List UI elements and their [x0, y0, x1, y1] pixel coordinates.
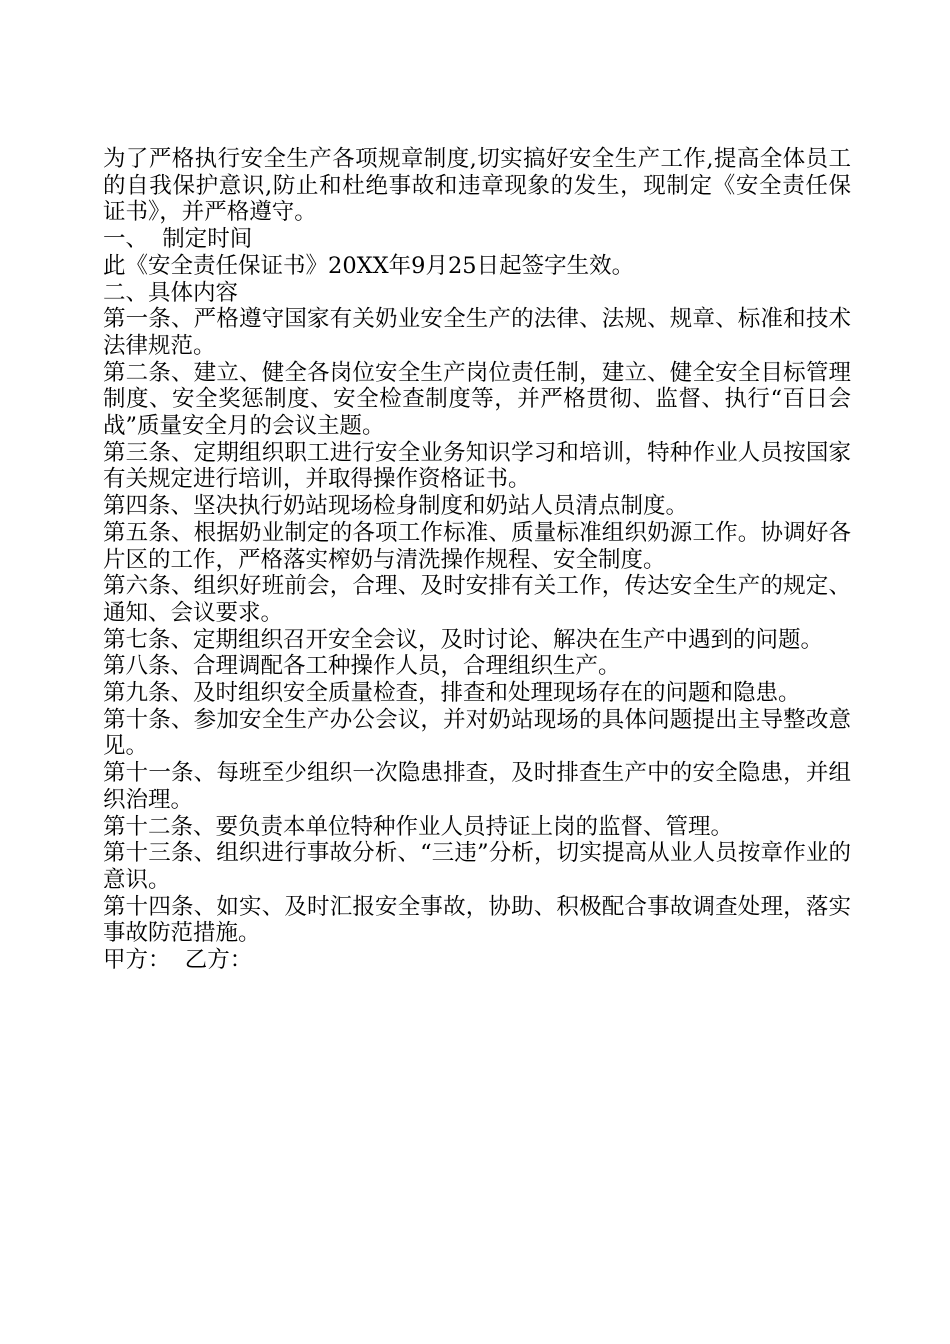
article-6: 第六条、组织好班前会，合理、及时安排有关工作，传达安全生产的规定、通知、会议要求。: [103, 573, 851, 626]
article-14: 第十四条、如实、及时汇报安全事故，协助、积极配合事故调查处理，落实事故防范措施。: [103, 893, 851, 947]
article-8: 第八条、合理调配各工种操作人员，合理组织生产。: [103, 653, 621, 680]
article-12: 第十二条、要负责本单位特种作业人员持证上岗的监督、管理。: [103, 813, 734, 840]
article-10: 第十条、参加安全生产办公会议，并对奶站现场的具体问题提出主导整改意见。: [103, 706, 851, 760]
intro-paragraph: 为了严格执行安全生产各项规章制度,切实搞好安全生产工作,提高全体员工的自我保护意识,防止和杜绝事故和违章现象的发生，现制定《安全责任保证书》，并严格遵守。: [103, 146, 851, 226]
section-heading-time: 一、 制定时间: [103, 226, 253, 253]
section-heading-content: 二、具体内容: [103, 279, 239, 306]
article-1: 第一条、严格遵守国家有关奶业安全生产的法律、法规、规章、标准和技术法律规范。: [103, 306, 851, 359]
signature-line: 甲方： 乙方：: [103, 947, 253, 974]
article-2: 第二条、建立、健全各岗位安全生产岗位责任制，建立、健全安全目标管理制度、安全奖惩制度、安全检查制度等，并严格贯彻、监督、执行“百日会战”质量安全月的会议主题。: [103, 359, 851, 440]
article-11: 第十一条、每班至少组织一次隐患排查，及时排查生产中的安全隐患，并组织治理。: [103, 760, 851, 813]
article-7: 第七条、定期组织召开安全会议，及时讨论、解决在生产中遇到的问题。: [103, 626, 824, 653]
document-body: [103, 146, 851, 974]
article-3: 第三条、定期组织职工进行安全业务知识学习和培训，特种作业人员按国家有关规定进行培训，并取得操作资格证书。: [103, 439, 851, 493]
effective-date-paragraph: 此《安全责任保证书》20XX年9月25日起签字生效。: [103, 252, 635, 279]
article-13: 第十三条、组织进行事故分析、“三违”分析，切实提高从业人员按章作业的意识。: [103, 840, 851, 893]
article-9: 第九条、及时组织安全质量检查，排查和处理现场存在的问题和隐患。: [103, 680, 801, 707]
article-4: 第四条、坚决执行奶站现场检身制度和奶站人员清点制度。: [103, 493, 689, 520]
article-5: 第五条、根据奶业制定的各项工作标准、质量标准组织奶源工作。协调好各片区的工作，严格落实榨奶与清洗操作规程、安全制度。: [103, 519, 851, 573]
